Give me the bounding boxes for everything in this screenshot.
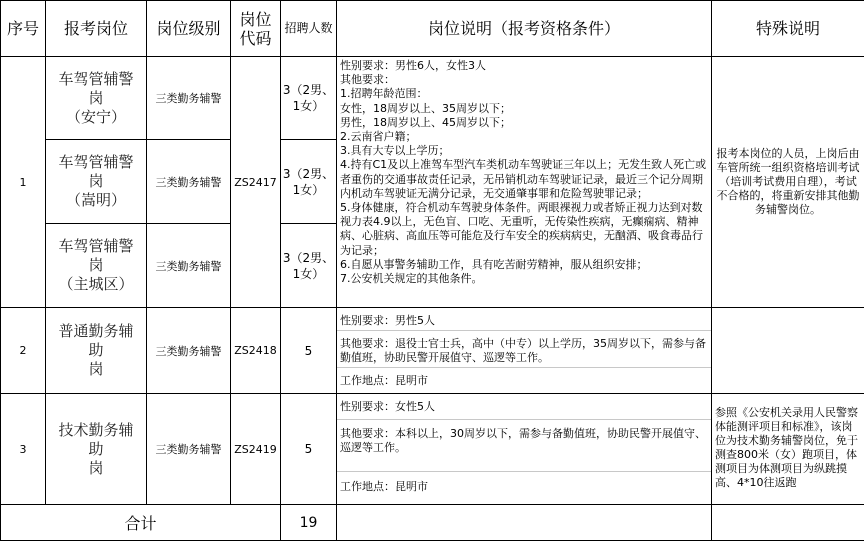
desc-line: 女性，18周岁以上、35周岁以下； [340, 102, 708, 116]
post-name-line1: 技术勤务辅助 [52, 421, 140, 459]
post-code-cell: ZS2418 [231, 308, 281, 394]
desc-line: 其他要求： [340, 73, 708, 87]
post-name-line1: 车驾管辅警岗 [52, 237, 140, 275]
post-code-cell: ZS2417 [231, 57, 281, 308]
desc-line: 5.身体健康，符合机动车驾驶身体条件。两眼裸视力或者矫正视力达到对数视力表4.9以上，无色盲、口吃、无重听，无传染性疾病，无癫痫病、精神病、心脏病、高血压等可能危及行车安全的疾病病史，无酗酒、吸食毒品行为记录； [340, 201, 708, 258]
header-desc: 岗位说明（报考资格条件） [337, 1, 712, 57]
table-row [1, 394, 864, 505]
desc-place: 工作地点：昆明市 [337, 472, 711, 496]
desc-gender: 性别要求：男性5人 [337, 308, 711, 331]
post-name-line2: （安宁） [52, 108, 140, 127]
post-count-cell [281, 140, 337, 224]
seq-cell: 1 [1, 57, 46, 308]
header-row [1, 1, 864, 57]
post-name-cell [46, 394, 147, 505]
post-name-cell [46, 224, 147, 308]
post-count-line2: 1女） [281, 98, 336, 114]
post-count-line2: 1女） [281, 266, 336, 282]
desc-line: 6.自愿从事警务辅助工作，具有吃苦耐劳精神，服从组织安排； [340, 258, 708, 272]
header-special: 特殊说明 [712, 1, 864, 57]
post-count-line1: 3（2男、 [281, 166, 336, 182]
post-desc-cell [337, 308, 712, 394]
post-name-line2: （主城区） [52, 275, 140, 294]
post-name-line1: 车驾管辅警岗 [52, 153, 140, 191]
special-note-cell [712, 308, 864, 394]
header-seq: 序号 [1, 1, 46, 57]
post-count-cell [281, 224, 337, 308]
desc-line: 2.云南省户籍； [340, 130, 708, 144]
desc-line: 1.招聘年龄范围： [340, 87, 708, 101]
post-count-line1: 3（2男、 [281, 250, 336, 266]
post-name-line2: 岗 [52, 459, 140, 478]
header-count: 招聘人数 [281, 1, 337, 57]
post-level-cell: 三类勤务辅警 [147, 140, 231, 224]
special-note-cell: 报考本岗位的人员，上岗后由车管所统一组织资格培训考试（培训考试费用自理），考试不合格的，将重新安排其他勤务辅警岗位。 [712, 57, 864, 308]
table-row [1, 308, 864, 394]
header-code-line2: 代码 [231, 29, 280, 48]
desc-place: 工作地点：昆明市 [337, 368, 711, 390]
desc-other: 其他要求：本科以上，30周岁以下，需参与备勤值班，协助民警开展值守、巡逻等工作。 [337, 420, 711, 472]
post-count-cell: 5 [281, 394, 337, 505]
total-desc-empty [337, 505, 712, 541]
post-level-cell: 三类勤务辅警 [147, 57, 231, 140]
seq-cell: 3 [1, 394, 46, 505]
table-row [1, 57, 864, 140]
desc-line: 4.持有C1及以上准驾车型汽车类机动车驾驶证三年以上；无发生致人死亡或者重伤的交通事故责任记录，无吊销机动车驾驶证记录，最近三个记分周期内机动车驾驶证无满分记录，无交通肇事罪和危险驾驶罪记录； [340, 158, 708, 201]
desc-line: 性别要求：男性6人，女性3人 [340, 59, 708, 73]
total-label: 合计 [1, 505, 281, 541]
post-name-line2: （嵩明） [52, 191, 140, 210]
post-name-cell [46, 308, 147, 394]
post-count-cell [281, 57, 337, 140]
seq-cell: 2 [1, 308, 46, 394]
post-desc-cell [337, 57, 712, 308]
post-count-line1: 3（2男、 [281, 82, 336, 98]
total-count: 19 [281, 505, 337, 541]
header-code [231, 1, 281, 57]
total-special-empty [712, 505, 864, 541]
desc-other: 其他要求：退役士官士兵，高中（中专）以上学历，35周岁以下，需参与备勤值班，协助民警开展值守、巡逻等工作。 [337, 331, 711, 368]
post-name-cell [46, 57, 147, 140]
desc-gender: 性别要求：女性5人 [337, 394, 711, 420]
post-name-line2: 岗 [52, 360, 140, 379]
post-desc-cell [337, 394, 712, 505]
header-post: 报考岗位 [46, 1, 147, 57]
post-name-cell [46, 140, 147, 224]
total-row [1, 505, 864, 541]
post-level-cell: 三类勤务辅警 [147, 224, 231, 308]
header-level: 岗位级别 [147, 1, 231, 57]
post-level-cell: 三类勤务辅警 [147, 394, 231, 505]
desc-line: 男性，18周岁以上、45周岁以下； [340, 116, 708, 130]
post-name-line1: 普通勤务辅助 [52, 322, 140, 360]
post-count-line2: 1女） [281, 182, 336, 198]
post-count-cell: 5 [281, 308, 337, 394]
post-name-line1: 车驾管辅警岗 [52, 70, 140, 108]
header-code-line1: 岗位 [231, 10, 280, 29]
desc-line: 3.具有大专以上学历； [340, 144, 708, 158]
post-level-cell: 三类勤务辅警 [147, 308, 231, 394]
special-note-cell: 参照《公安机关录用人民警察体能测评项目和标准》，该岗位为技术勤务辅警岗位，免于测查800米（女）跑项目，体测项目为体测项目为纵跳摸高、4*10往返跑 [712, 394, 864, 505]
post-code-cell: ZS2419 [231, 394, 281, 505]
desc-line: 7.公安机关规定的其他条件。 [340, 272, 708, 286]
